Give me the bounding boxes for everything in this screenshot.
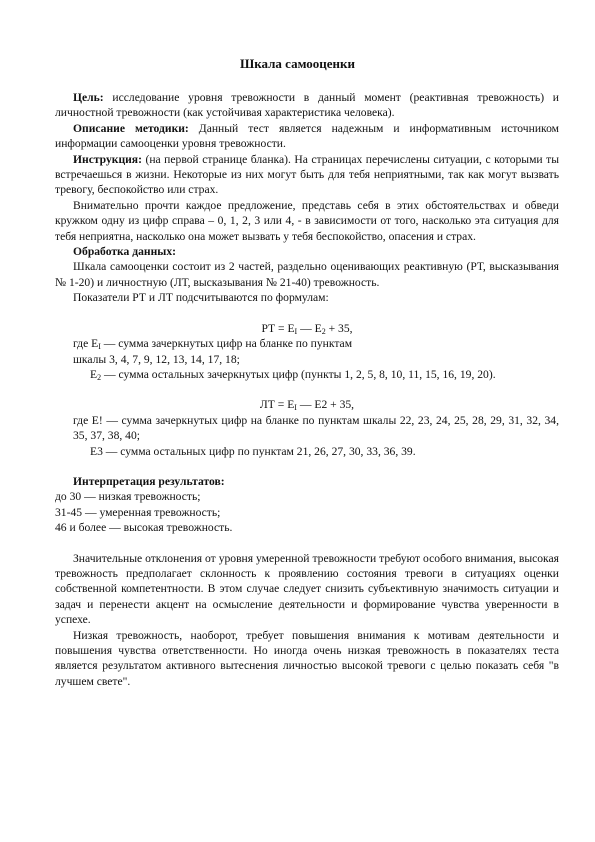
method-text: Данный тест является надежным и информативным источником информации самооценки уровня тревожности. — [55, 121, 560, 151]
instruction-detail-paragraph: Внимательно прочти каждое предложение, представь себя в этих обстоятельствах и обведи кружком одну из цифр справа – 0, 1, 2, 3 или 4, - в зависимости от того, насколько эта ситуация для тебя неприятна, насколько она может вызвать у тебя беспокойство, опасения и страх. — [55, 198, 559, 243]
formula-lt-e3: Е3 — сумма остальных цифр по пунктам 21, 26, 27, 30, 33, 36, 39. — [90, 444, 416, 458]
document-body — [55, 90, 559, 689]
interpretation-item: до 30 — низкая тревожность; — [55, 490, 201, 504]
goal-label: Цель: — [73, 91, 104, 104]
formula-rt-sub: I — [294, 326, 298, 336]
formula-rt — [55, 321, 559, 336]
where-part: — сумма зачеркнутых цифр на бланке по пунктам — [100, 337, 353, 351]
processing-paragraph: Шкала самооценки состоит из 2 частей, раздельно оценивающих реактивную (РТ, высказывания № 1-20) и личностную (ЛТ, высказывания № 21-40) тревожность. — [55, 260, 559, 289]
method-paragraph — [55, 121, 559, 152]
interpretation-label: Интерпретация результатов: — [73, 474, 225, 488]
method-label: Описание методики: — [73, 121, 189, 135]
formula-rt-e2 — [55, 367, 559, 382]
formula-rt-part: РТ = Е — [261, 321, 295, 335]
formula-rt-part: + 35, — [325, 321, 353, 335]
formula-rt-sub: 2 — [321, 326, 326, 336]
e2-part: — сумма остальных зачеркнутых цифр (пункты 1, 2, 5, 8, 10, 11, 15, 16, 19, 20). — [101, 367, 496, 381]
instruction-text: (на первой странице бланка). На страницах перечислены ситуации, с которыми ты встречаешься в жизни. Некоторые из них могут быть для тебя неприятными, так как могут вызвать тревогу, беспокойство или страх. — [55, 152, 559, 197]
e2-sub: 2 — [97, 372, 102, 382]
conclusion-paragraph-1: Значительные отклонения от уровня умеренной тревожности требуют особого внимания, высокая тревожность предполагает склонность к проявлению состояния тревоги в ситуациях оценки собственной компетентности. В этом случае следует снизить субъективную значимость ситуации и задач и перенести акцент на осмысление деятельности и формирование чувства уверенности в успехе. — [55, 551, 559, 627]
formula-lt-part: ЛТ = Е — [259, 398, 295, 412]
formula-rt-where — [55, 336, 559, 351]
formula-lt-where: где Е! — сумма зачеркнутых цифр на бланке по пунктам шкалы 22, 23, 24, 25, 28, 29, 31, 32, 34, 35, 37, 38, 40; — [73, 413, 559, 443]
instruction-label: Инструкция: — [73, 152, 142, 166]
interpretation-heading — [55, 474, 559, 489]
formula-lt — [55, 397, 559, 412]
e2-part: Е — [90, 367, 98, 381]
where-part: где Е — [73, 337, 99, 351]
goal-paragraph — [55, 90, 559, 121]
interpretation-item: 31-45 — умеренная тревожность; — [55, 505, 221, 519]
instruction-paragraph — [55, 152, 559, 198]
page-title: Шкала самооценки — [239, 56, 356, 71]
formulas-intro: Показатели РТ и ЛТ подсчитываются по формулам: — [73, 291, 329, 305]
interpretation-item: 46 и более — высокая тревожность. — [55, 521, 233, 535]
processing-label: Обработка данных: — [73, 245, 176, 259]
formula-rt-part: — Е — [297, 321, 322, 335]
formula-lt-part: — Е2 + 35, — [296, 398, 355, 412]
where-sub: I — [98, 342, 101, 352]
formula-lt-sub: I — [294, 403, 297, 413]
processing-heading — [55, 244, 559, 259]
goal-text: исследование уровня тревожности в данный момент (реактивная тревожность) и личностной тревожности (как устойчивая характеристика человека). — [55, 91, 559, 120]
conclusion-paragraph-2: Низкая тревожность, наоборот, требует повышения внимания к мотивам деятельности и повышения чувства ответственности. Но иногда очень низкая тревожность в показателях теста является результатом активного вытеснения личностью высокой тревоги с целью показать себя "в лучшем свете". — [55, 628, 559, 688]
formula-rt-items: шкалы 3, 4, 7, 9, 12, 13, 14, 17, 18; — [73, 352, 240, 366]
